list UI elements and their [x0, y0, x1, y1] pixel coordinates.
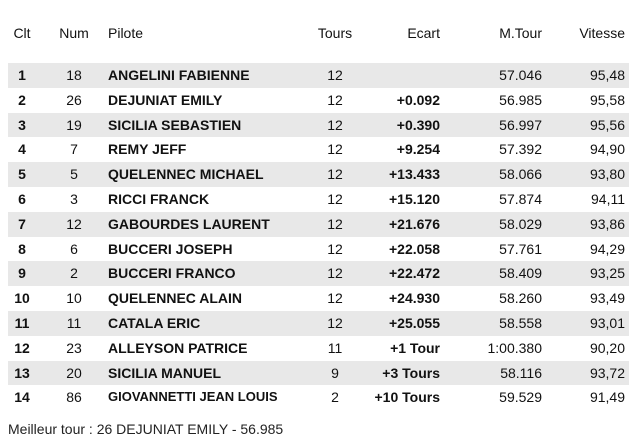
cell-vitesse: 93,01 [589, 314, 625, 331]
table-row [8, 286, 629, 311]
cell-vitesse: 93,80 [589, 166, 625, 183]
cell-mtour: 58.029 [499, 215, 542, 232]
table-body [8, 63, 629, 410]
cell-clt: 4 [18, 141, 26, 158]
cell-ecart: +1 Tour [390, 339, 440, 356]
cell-tours: 12 [327, 116, 343, 133]
cell-pilote: SICILIA MANUEL [108, 364, 222, 381]
cell-pilote: QUELENNEC ALAIN [108, 290, 243, 307]
table-row [8, 212, 629, 237]
cell-tours: 9 [331, 364, 339, 381]
header-clt: Clt [13, 25, 31, 41]
cell-tours: 12 [327, 290, 343, 307]
cell-num: 11 [66, 314, 82, 331]
cell-pilote: QUELENNEC MICHAEL [108, 166, 264, 183]
header-ecart: Ecart [407, 25, 440, 41]
cell-clt: 13 [14, 364, 30, 381]
cell-pilote: DEJUNIAT EMILY [108, 91, 223, 108]
table-row [8, 88, 629, 113]
cell-tours: 12 [327, 240, 343, 257]
cell-vitesse: 93,49 [589, 290, 625, 307]
cell-vitesse: 93,72 [589, 364, 625, 381]
cell-mtour: 57.874 [499, 190, 542, 207]
table-row [8, 361, 629, 386]
table-row [8, 162, 629, 187]
cell-mtour: 58.409 [499, 265, 542, 282]
cell-num: 26 [66, 91, 82, 108]
cell-pilote: GIOVANNETTI JEAN LOUIS [108, 389, 278, 405]
table-row [8, 261, 629, 286]
cell-vitesse: 94,90 [589, 141, 625, 158]
table-row [8, 336, 629, 361]
cell-vitesse: 95,56 [589, 116, 625, 133]
cell-clt: 8 [18, 240, 26, 257]
cell-pilote: ANGELINI FABIENNE [108, 67, 250, 83]
cell-tours: 12 [327, 265, 343, 282]
cell-tours: 12 [327, 166, 343, 183]
table-row [8, 137, 629, 162]
cell-ecart: +0.390 [396, 116, 440, 133]
table-header-row [8, 20, 629, 46]
header-mtour: M.Tour [499, 25, 542, 41]
cell-ecart: +3 Tours [382, 364, 440, 381]
cell-num: 20 [66, 364, 82, 381]
cell-mtour: 56.985 [499, 91, 542, 108]
cell-clt: 11 [14, 314, 30, 331]
cell-clt: 7 [18, 215, 26, 232]
cell-tours: 11 [327, 339, 343, 356]
cell-num: 2 [70, 265, 78, 282]
cell-tours: 2 [331, 389, 339, 406]
cell-pilote: CATALA ERIC [108, 314, 201, 331]
cell-num: 86 [66, 389, 82, 406]
cell-mtour: 59.529 [499, 389, 542, 406]
cell-mtour: 57.046 [499, 67, 542, 83]
cell-num: 10 [66, 290, 82, 307]
cell-clt: 9 [18, 265, 26, 282]
header-pilote: Pilote [108, 25, 144, 41]
header-num: Num [59, 25, 89, 41]
cell-vitesse: 94,11 [591, 190, 625, 207]
cell-vitesse: 90,20 [589, 339, 625, 356]
cell-pilote: REMY JEFF [108, 141, 187, 158]
header-vitesse: Vitesse [579, 25, 625, 41]
cell-pilote: SICILIA SEBASTIEN [108, 116, 242, 133]
cell-mtour: 1:00.380 [487, 339, 542, 356]
cell-mtour: 58.260 [499, 290, 542, 307]
header-tours: Tours [317, 25, 353, 41]
cell-ecart: +24.930 [389, 290, 440, 307]
cell-vitesse: 91,49 [589, 389, 625, 406]
cell-ecart: +22.058 [389, 240, 440, 257]
best-lap-note: Meilleur tour : 26 DEJUNIAT EMILY - 56.985 [8, 421, 284, 437]
cell-clt: 1 [18, 67, 26, 83]
cell-tours: 12 [327, 215, 343, 232]
cell-vitesse: 94,29 [589, 240, 625, 257]
cell-tours: 12 [327, 190, 343, 207]
cell-num: 7 [70, 141, 78, 158]
cell-mtour: 58.066 [499, 166, 542, 183]
cell-tours: 12 [327, 314, 343, 331]
cell-clt: 3 [18, 116, 26, 133]
cell-tours: 12 [327, 141, 343, 158]
cell-pilote: RICCI FRANCK [108, 190, 210, 207]
table-row [8, 311, 629, 336]
cell-pilote: BUCCERI JOSEPH [108, 240, 233, 257]
cell-pilote: BUCCERI FRANCO [108, 265, 236, 282]
cell-vitesse: 95,58 [589, 91, 625, 108]
cell-vitesse: 95,48 [589, 67, 625, 83]
cell-clt: 10 [14, 290, 30, 307]
cell-num: 23 [66, 339, 82, 356]
cell-ecart: +10 Tours [374, 389, 440, 406]
cell-num: 18 [66, 67, 82, 83]
cell-num: 3 [70, 190, 78, 207]
cell-mtour: 57.761 [499, 240, 542, 257]
cell-clt: 12 [14, 339, 30, 356]
table-row [8, 237, 629, 262]
cell-tours: 12 [327, 91, 343, 108]
cell-mtour: 57.392 [499, 141, 542, 158]
cell-clt: 2 [18, 91, 26, 108]
cell-num: 19 [66, 116, 82, 133]
cell-clt: 5 [18, 166, 26, 183]
cell-clt: 6 [18, 190, 26, 207]
cell-num: 6 [70, 240, 78, 257]
cell-vitesse: 93,25 [589, 265, 625, 282]
header-spacer [8, 46, 629, 63]
cell-ecart: +22.472 [389, 265, 440, 282]
cell-mtour: 58.116 [500, 364, 542, 381]
table-row [8, 113, 629, 138]
cell-num: 5 [70, 166, 78, 183]
cell-pilote: ALLEYSON PATRICE [108, 339, 248, 356]
cell-tours: 12 [327, 67, 343, 83]
table-row [8, 385, 629, 410]
cell-ecart: +0.092 [396, 91, 440, 108]
cell-mtour: 56.997 [499, 116, 542, 133]
table-row [8, 187, 629, 212]
cell-ecart: +21.676 [389, 215, 440, 232]
cell-ecart: +13.433 [389, 166, 440, 183]
table-row [8, 63, 629, 88]
cell-vitesse: 93,86 [589, 215, 625, 232]
cell-ecart: +9.254 [396, 141, 440, 158]
cell-num: 12 [66, 215, 82, 232]
cell-mtour: 58.558 [499, 314, 542, 331]
cell-pilote: GABOURDES LAURENT [108, 215, 270, 232]
cell-clt: 14 [14, 389, 30, 406]
cell-ecart: +15.120 [389, 190, 440, 207]
results-table [8, 20, 629, 410]
cell-ecart: +25.055 [389, 314, 440, 331]
